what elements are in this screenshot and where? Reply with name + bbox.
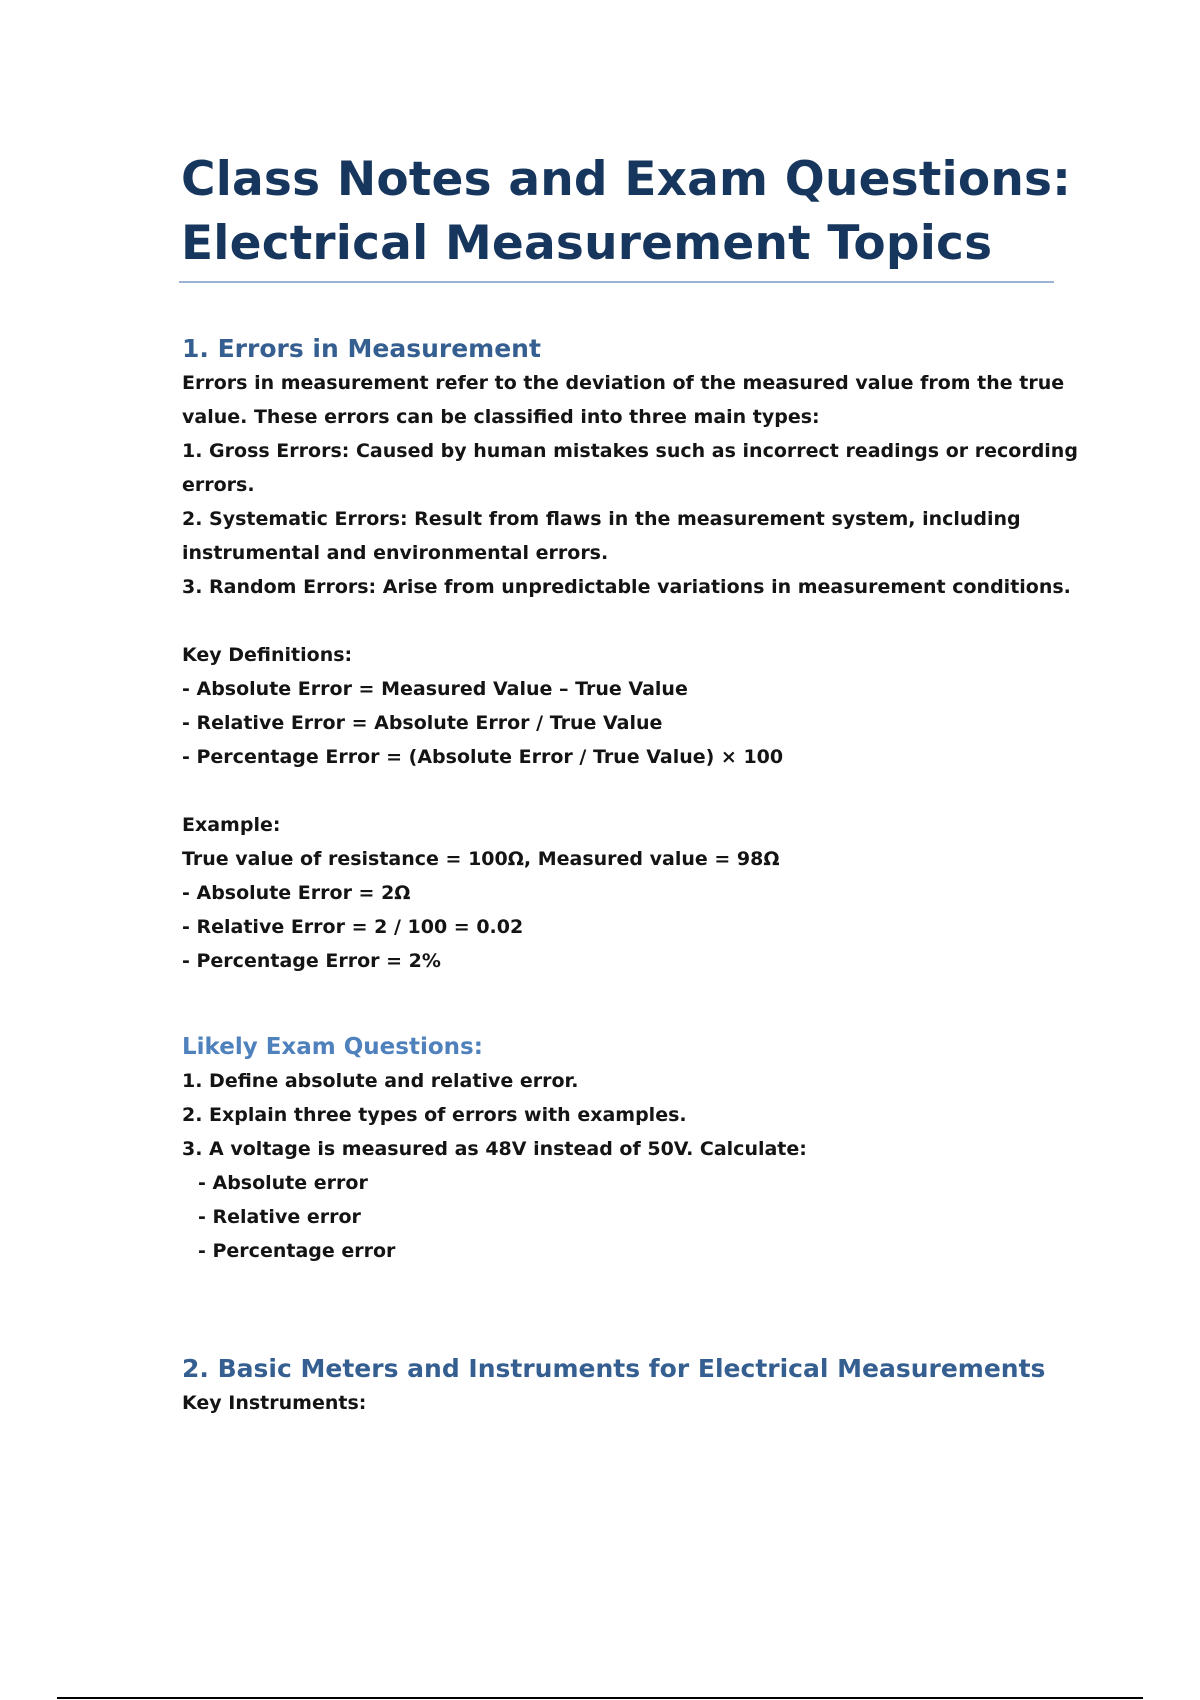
exam-question-3-part: - Percentage error xyxy=(198,1240,396,1262)
key-instruments-label: Key Instruments: xyxy=(182,1392,367,1414)
exam-questions-heading: Likely Exam Questions: xyxy=(182,1034,483,1060)
example-given: True value of resistance = 100Ω, Measured value = 98Ω xyxy=(182,848,780,870)
document-body xyxy=(182,332,1078,1420)
spacer xyxy=(182,1012,1062,1030)
document-title xyxy=(181,148,1072,276)
spacer xyxy=(182,1336,1062,1352)
systematic-errors-line-2: instrumental and environmental errors. xyxy=(182,542,609,564)
intro-text-line-1: Errors in measurement refer to the deviation of the measured value from the true xyxy=(182,372,1065,394)
section-2-heading: 2. Basic Meters and Instruments for Electrical Measurements xyxy=(182,1354,1046,1383)
page-bottom-rule xyxy=(57,1697,1143,1699)
section-1-heading: 1. Errors in Measurement xyxy=(182,334,541,363)
title-line-2: Electrical Measurement Topics xyxy=(181,216,993,271)
definition-item: - Relative Error = Absolute Error / True Value xyxy=(182,712,663,734)
intro-text-line-2: value. These errors can be classified into three main types: xyxy=(182,406,820,428)
example-label: Example: xyxy=(182,814,281,836)
gross-errors-line-1: 1. Gross Errors: Caused by human mistakes such as incorrect readings or recording xyxy=(182,440,1078,462)
gross-errors-line-2: errors. xyxy=(182,474,255,496)
definition-item: - Absolute Error = Measured Value – True Value xyxy=(182,678,688,700)
key-definitions-label: Key Definitions: xyxy=(182,644,353,666)
exam-question-3-part: - Relative error xyxy=(198,1206,361,1228)
example-result-item: - Relative Error = 2 / 100 = 0.02 xyxy=(182,916,524,938)
definition-item: - Percentage Error = (Absolute Error / True Value) × 100 xyxy=(182,746,784,768)
title-divider xyxy=(179,281,1054,283)
exam-question-1: 1. Define absolute and relative error. xyxy=(182,1070,579,1092)
spacer xyxy=(182,604,1062,638)
spacer xyxy=(182,774,1062,808)
systematic-errors-line-1: 2. Systematic Errors: Result from flaws in the measurement system, including xyxy=(182,508,1021,530)
spacer xyxy=(182,1268,1062,1336)
example-result-item: - Absolute Error = 2Ω xyxy=(182,882,411,904)
exam-question-3: 3. A voltage is measured as 48V instead of 50V. Calculate: xyxy=(182,1138,807,1160)
spacer xyxy=(182,978,1062,1012)
exam-question-2: 2. Explain three types of errors with examples. xyxy=(182,1104,687,1126)
exam-question-3-part: - Absolute error xyxy=(198,1172,368,1194)
example-result-item: - Percentage Error = 2% xyxy=(182,950,441,972)
title-line-1: Class Notes and Exam Questions: xyxy=(181,152,1072,207)
random-errors-line: 3. Random Errors: Arise from unpredictable variations in measurement conditions. xyxy=(182,576,1071,598)
